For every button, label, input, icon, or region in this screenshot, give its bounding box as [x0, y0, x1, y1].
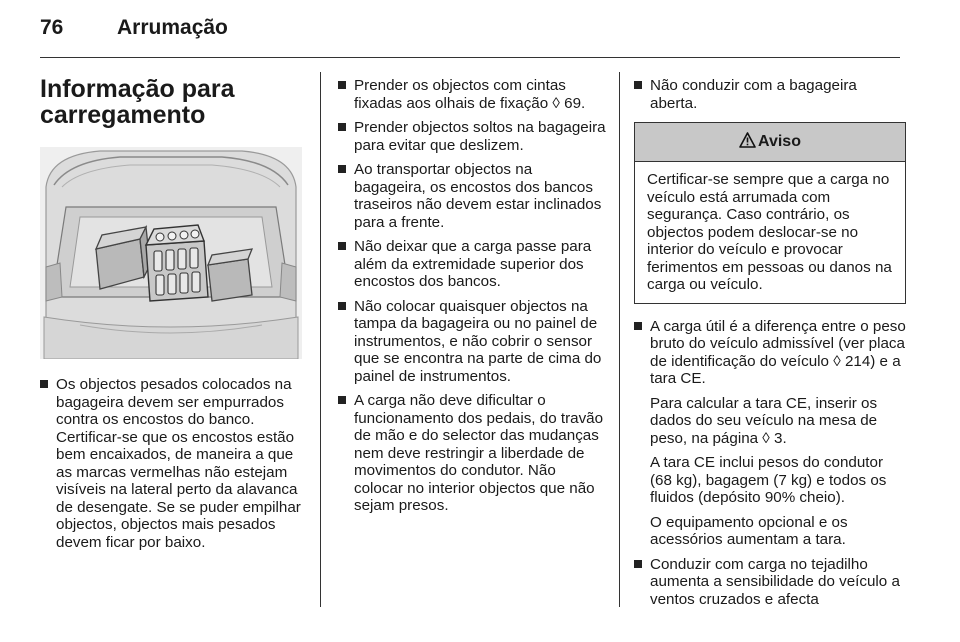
bullet-marker	[338, 165, 346, 173]
column-2	[338, 77, 608, 522]
bullet-marker	[634, 322, 642, 330]
bullet-item: A carga não deve dificultar o funcionamento dos pedais, do travão de mão e do selector das mudanças nem deve restringir a liberdade de movimentos do condutor. Não colocar no interior objectos que não sejam presos.	[338, 392, 608, 515]
sub-paragraph: A tara CE inclui pesos do condutor (68 kg), bagagem (7 kg) e todos os fluidos (depósito 90% cheio).	[650, 454, 887, 506]
bullet-marker	[634, 560, 642, 568]
page-number: 76	[40, 16, 64, 39]
column-divider-1	[320, 72, 321, 607]
trunk-loading-figure	[40, 147, 302, 359]
warning-header	[635, 123, 905, 162]
bullet-item: Prender objectos soltos na bagageira para evitar que deslizem.	[338, 119, 608, 154]
header-title: Arrumação	[117, 16, 228, 39]
bullet-item: Não colocar quaisquer objectos na tampa da bagageira ou no painel de instrumentos, e não cobrir o sensor que se encontra na parte de cima do painel de instrumentos.	[338, 298, 608, 386]
car-trunk-illustration	[40, 147, 302, 359]
header-rule	[40, 57, 900, 58]
bullet-marker	[338, 123, 346, 131]
warning-icon	[739, 132, 756, 148]
bullet-item: Conduzir com carga no tejadilho aumenta a sensibilidade do veículo a ventos cruzados e afecta	[634, 556, 906, 609]
bullet-marker	[338, 396, 346, 404]
warning-title: Aviso	[758, 133, 801, 150]
bullet-item: Não deixar que a carga passe para além da extremidade superior dos encostos dos bancos.	[338, 238, 608, 291]
bullet-marker	[634, 81, 642, 89]
warning-text: Certificar-se sempre que a carga no veículo está arrumada com segurança. Caso contrário, os objectos podem deslocar-se no interior do veículo e provocar ferimentos em pessoas ou danos na carga ou veículo.	[647, 171, 892, 293]
bullet-item: Não conduzir com a bagageira aberta.	[634, 77, 906, 112]
bullet-item: A carga útil é a diferença entre o peso bruto do veículo admissível (ver placa de identificação do veículo ◊ 214) e a tara CE.	[634, 318, 906, 388]
bullet-item: Ao transportar objectos na bagageira, os encostos dos bancos traseiros não devem estar inclinados para a frente.	[338, 161, 608, 231]
bullet-marker	[338, 302, 346, 310]
column-divider-2	[619, 72, 620, 607]
sub-paragraph: Para calcular a tara CE, inserir os dados do seu veículo na mesa de peso, na página ◊ 3.	[650, 394, 878, 447]
bullet-marker	[338, 242, 346, 250]
column-1	[40, 376, 306, 558]
section-title: Informação para carregamento	[40, 75, 235, 129]
column-3	[634, 77, 906, 615]
bullet-marker	[40, 380, 48, 388]
bullet-item: Prender os objectos com cintas fixadas aos olhais de fixação ◊ 69.	[338, 77, 608, 112]
bullet-marker	[338, 81, 346, 89]
sub-paragraph: O equipamento opcional e os acessórios aumentam a tara.	[650, 513, 848, 548]
warning-box	[634, 122, 906, 304]
bullet-item: Os objectos pesados colocados na bagageira devem ser empurrados contra os encostos do banco. Certificar-se que os encostos estão bem encaixados, de maneira a que as marcas vermelhas não estejam visíveis na lateral perto da alavanca de desengate. Se se puder empilhar objectos, objectos mais pesados devem ficar por baixo.	[40, 376, 306, 551]
